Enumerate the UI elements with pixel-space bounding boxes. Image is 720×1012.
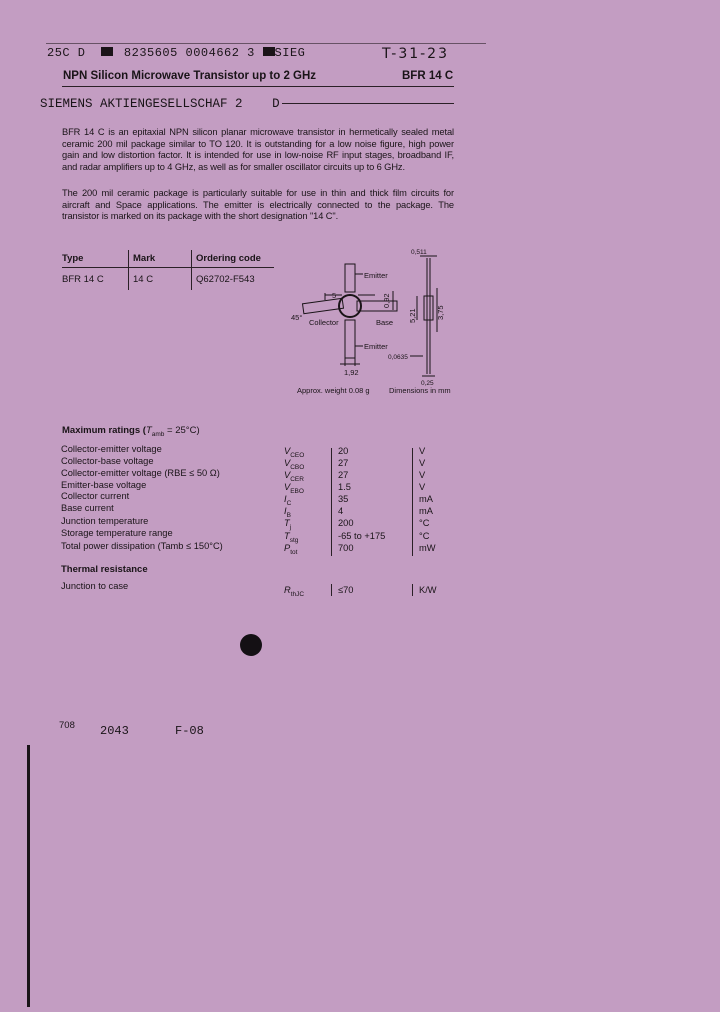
- side-profile-body: [424, 296, 433, 320]
- title-rule: [62, 86, 454, 87]
- rating-label: Total power dissipation (Tamb ≤ 150°C): [61, 541, 223, 551]
- rating-symbol-sub: B: [286, 511, 291, 519]
- thermal-value: ≤70: [338, 585, 354, 595]
- page-title: NPN Silicon Microwave Transistor up to 2 GHz: [63, 70, 317, 82]
- emitter-lead-bottom: [345, 320, 355, 358]
- dim-5-label: 5: [332, 291, 337, 300]
- rating-symbol-sub: C: [286, 499, 292, 507]
- rating-symbol-letter: V: [284, 482, 291, 492]
- thermal-symbol-letter: R: [284, 585, 291, 595]
- package-outline-diagram: [285, 248, 465, 398]
- table-col-sep: [128, 250, 129, 290]
- rating-symbol-sub: j: [289, 523, 292, 531]
- footer-code: 2043: [100, 724, 129, 738]
- thermal-symbol: [284, 585, 304, 598]
- rating-symbol: [284, 482, 304, 495]
- rating-label: Collector-emitter voltage: [61, 444, 162, 454]
- rating-unit: V: [419, 482, 426, 492]
- table-header-mark: Mark: [133, 253, 156, 264]
- rating-symbol: [284, 518, 291, 531]
- base-lead: [357, 301, 397, 311]
- block-mark: [263, 47, 275, 56]
- rating-symbol-letter: I: [284, 506, 287, 516]
- rating-unit: mA: [419, 494, 433, 504]
- thermal-symbol-sub: thJC: [290, 590, 305, 598]
- company-line: [40, 97, 280, 111]
- table-header-rule: [62, 267, 274, 268]
- base-label: Base: [376, 318, 394, 327]
- collector-label: Collector: [309, 318, 339, 327]
- rating-label: Junction temperature: [61, 516, 149, 526]
- scan-edge-mark: [27, 745, 30, 1007]
- thermal-title: Thermal resistance: [61, 564, 148, 575]
- rating-symbol: [284, 470, 304, 483]
- rating-label: Base current: [61, 503, 114, 513]
- header-code: [47, 46, 305, 60]
- rating-symbol-letter: V: [284, 446, 291, 456]
- thermal-unit: K/W: [419, 585, 437, 595]
- rating-value: 1.5: [338, 482, 351, 492]
- dim-092-label: 0,92: [382, 293, 391, 308]
- rating-symbol-letter: T: [284, 518, 290, 528]
- handwritten-ref: T-31-23: [382, 46, 449, 62]
- rating-symbol: [284, 531, 298, 544]
- rating-value: 27: [338, 458, 349, 468]
- header-code-prefix: 25C D: [47, 46, 86, 60]
- table-header-ordering-code: Ordering code: [196, 253, 261, 264]
- collector-lead: [302, 298, 343, 313]
- dim-192-label: 1,92: [344, 368, 359, 377]
- dim-521-label: 5,21: [408, 308, 417, 323]
- table-header-type: Type: [62, 253, 84, 264]
- max-ratings-title-sym: T: [145, 425, 152, 436]
- rating-value: -65 to +175: [338, 531, 386, 541]
- dim-0511-label: 0,511: [411, 249, 427, 256]
- table-col-sep: [191, 250, 192, 290]
- rating-value: 4: [338, 506, 344, 516]
- punch-hole-dot: [240, 634, 262, 656]
- max-ratings-title-suffix: = 25°C): [164, 425, 200, 436]
- dim-00635-label: 0,0635: [388, 354, 408, 361]
- top-rule: [46, 43, 486, 44]
- max-ratings-title: [62, 425, 200, 438]
- rating-symbol-sub: stg: [289, 536, 299, 544]
- rating-symbol-letter: T: [284, 531, 290, 541]
- rating-symbol-sub: CEO: [290, 451, 305, 459]
- rating-label: Collector current: [61, 491, 130, 501]
- part-number: BFR 14 C: [402, 70, 454, 82]
- rating-symbol-sub: tot: [290, 548, 298, 556]
- block-mark: [101, 47, 113, 56]
- description-para-2: The 200 mil ceramic package is particularly suitable for use in thin and thick film circuits for aircraft and Space applications. The emitter is electrically connected to the package. The transistor is marked on its package with the short designation "14 C".: [62, 188, 454, 222]
- dim-375-label: 3,75: [436, 305, 445, 320]
- table-cell-type: BFR 14 C: [62, 274, 104, 285]
- rating-unit: °C: [419, 531, 430, 541]
- emitter-bottom-label: Emitter: [364, 342, 388, 351]
- thermal-col-sep: [331, 584, 332, 596]
- rating-symbol: [284, 543, 297, 556]
- header-code-sieg: SIEG: [274, 46, 306, 60]
- rating-label: Storage temperature range: [61, 528, 173, 538]
- thermal-label: Junction to case: [61, 581, 129, 591]
- rating-value: 20: [338, 446, 349, 456]
- rating-symbol: [284, 506, 291, 519]
- rating-symbol-sub: CER: [290, 475, 304, 483]
- rating-value: 35: [338, 494, 349, 504]
- rating-label: Collector-emitter voltage (RBE ≤ 50 Ω): [61, 468, 220, 478]
- rating-value: 200: [338, 518, 354, 528]
- rating-symbol: [284, 446, 304, 459]
- rating-symbol: [284, 458, 304, 471]
- rating-value: 27: [338, 470, 349, 480]
- description-para-1: BFR 14 C is an epitaxial NPN silicon planar microwave transistor in hermetically sealed metal ceramic 200 mil package similar to TO 120. It is outstanding for a low noise figure, high power gain and low distortion factor. It is intended for use in low-noise RF input stages, broadband IF, and radar amplifiers up to 4 GHz, as well as for smaller oscillator circuits up to 6 GHz.: [62, 127, 454, 172]
- emitter-lead-top: [345, 264, 355, 292]
- thermal-col-sep: [412, 584, 413, 596]
- company-rule: [282, 103, 454, 104]
- rating-unit: V: [419, 470, 426, 480]
- rating-unit: °C: [419, 518, 430, 528]
- weight-note: Approx. weight 0.08 g: [297, 386, 370, 395]
- ratings-col-sep: [331, 448, 332, 556]
- rating-unit: V: [419, 446, 426, 456]
- rating-symbol: [284, 494, 291, 507]
- rating-symbol-letter: P: [284, 543, 291, 553]
- rating-symbol-sub: EBO: [290, 487, 304, 495]
- ratings-col-sep: [412, 448, 413, 556]
- dimensions-note: Dimensions in mm: [389, 386, 451, 395]
- rating-unit: V: [419, 458, 426, 468]
- footer-ref: F-08: [175, 724, 204, 738]
- max-ratings-title-sub: amb: [151, 430, 165, 438]
- company-name: SIEMENS AKTIENGESELLSCHAF 2: [40, 97, 243, 111]
- rating-unit: mA: [419, 506, 433, 516]
- rating-symbol-letter: V: [284, 470, 291, 480]
- rating-value: 700: [338, 543, 354, 553]
- company-suffix: D: [272, 97, 280, 111]
- table-cell-mark: 14 C: [133, 274, 154, 285]
- package-body: [339, 295, 361, 317]
- rating-label: Emitter-base voltage: [61, 480, 147, 490]
- table-cell-ordering-code: Q62702-F543: [196, 274, 255, 285]
- rating-unit: mW: [419, 543, 436, 553]
- rating-symbol-letter: I: [284, 494, 287, 504]
- rating-symbol-letter: V: [284, 458, 291, 468]
- page-number: 708: [59, 720, 75, 731]
- dim-45-label: 45°: [291, 313, 303, 322]
- emitter-top-label: Emitter: [364, 271, 388, 280]
- rating-label: Collector-base voltage: [61, 456, 154, 466]
- max-ratings-title-prefix: Maximum ratings (: [62, 425, 146, 436]
- header-code-numbers: 8235605 0004662 3: [123, 46, 255, 60]
- rating-symbol-sub: CBO: [290, 463, 305, 471]
- dim-025-label: 0,25: [421, 380, 434, 387]
